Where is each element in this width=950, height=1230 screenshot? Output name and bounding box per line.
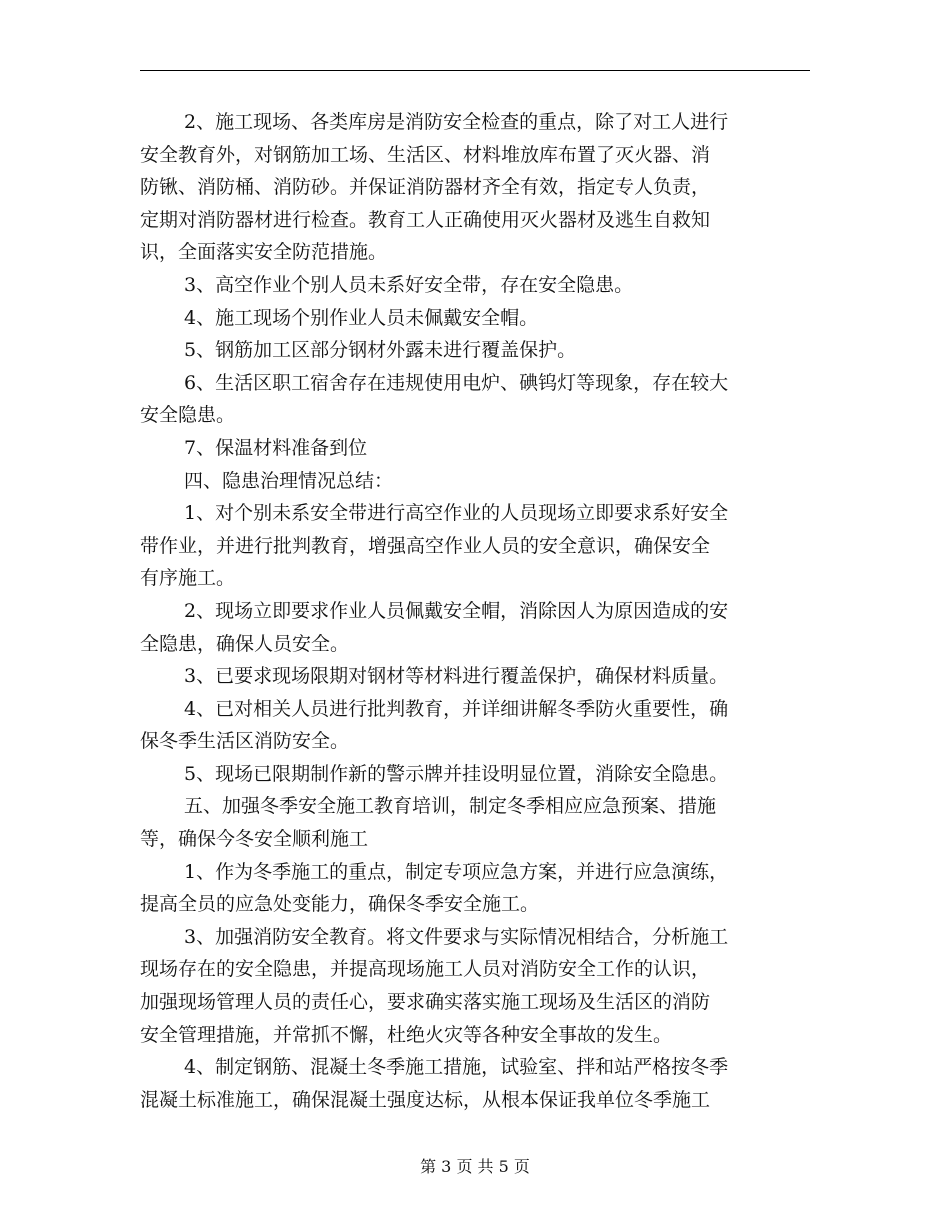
text-line: 5、钢筋加工区部分钢材外露未进行覆盖保护。 xyxy=(184,339,577,362)
text-line: 带作业，并进行批判教育，增强高空作业人员的安全意识，确保安全 xyxy=(140,534,711,557)
text-line: 加强现场管理人员的责任心，要求确实落实施工现场及生活区的消防 xyxy=(140,991,711,1014)
text-line: 现场存在的安全隐患，并提高现场施工人员对消防安全工作的认识， xyxy=(140,958,711,981)
text-line: 安全管理措施，并常抓不懈，杜绝火灾等各种安全事故的发生。 xyxy=(140,1023,673,1046)
text-line: 防锹、消防桶、消防砂。并保证消防器材齐全有效，指定专人负责， xyxy=(140,176,711,199)
header-rule xyxy=(140,70,810,71)
text-line: 五、加强冬季安全施工教育培训，制定冬季相应应急预案、措施 xyxy=(184,795,717,818)
page-footer: 第 3 页 共 5 页 xyxy=(420,1157,530,1176)
text-line: 2、施工现场、各类库房是消防安全检查的重点，除了对工人进行 xyxy=(184,111,729,133)
text-line: 安全隐患。 xyxy=(140,404,236,427)
text-line: 4、已对相关人员进行批判教育，并详细讲解冬季防火重要性，确 xyxy=(184,697,729,720)
text-line: 识，全面落实安全防范措施。 xyxy=(140,241,388,264)
text-line: 3、加强消防安全教育。将文件要求与实际情况相结合，分析施工 xyxy=(184,925,729,948)
text-line: 5、现场已限期制作新的警示牌并挂设明显位置，消除安全隐患。 xyxy=(184,762,729,785)
text-line: 等，确保今冬安全顺利施工 xyxy=(140,828,369,851)
text-line: 3、高空作业个别人员未系好安全带，存在安全隐患。 xyxy=(184,273,634,296)
text-line: 四、隐患治理情况总结： xyxy=(184,469,394,492)
text-line: 安全教育外，对钢筋加工场、生活区、材料堆放库布置了灭火器、消 xyxy=(140,143,711,166)
text-line: 全隐患，确保人员安全。 xyxy=(140,632,350,655)
text-line: 保冬季生活区消防安全。 xyxy=(140,730,350,753)
text-line: 4、施工现场个别作业人员未佩戴安全帽。 xyxy=(184,306,539,329)
text-line: 2、现场立即要求作业人员佩戴安全帽，消除因人为原因造成的安 xyxy=(184,599,729,622)
text-line: 有序施工。 xyxy=(140,567,236,590)
text-line: 提高全员的应急处变能力，确保冬季安全施工。 xyxy=(140,893,540,916)
text-line: 4、制定钢筋、混凝土冬季施工措施，试验室、拌和站严格按冬季 xyxy=(184,1056,729,1079)
text-line: 7、保温材料准备到位 xyxy=(184,436,368,459)
text-line: 1、对个别未系安全带进行高空作业的人员现场立即要求系好安全 xyxy=(184,502,729,525)
text-line: 3、已要求现场限期对钢材等材料进行覆盖保护，确保材料质量。 xyxy=(184,665,729,688)
text-line: 1、作为冬季施工的重点，制定专项应急方案，并进行应急演练， xyxy=(184,860,729,883)
text-line: 混凝土标准施工，确保混凝土强度达标，从根本保证我单位冬季施工 xyxy=(140,1088,711,1111)
text-line: 6、生活区职工宿舍存在违规使用电炉、碘钨灯等现象，存在较大 xyxy=(184,371,729,394)
text-line: 定期对消防器材进行检查。教育工人正确使用灭火器材及逃生自救知 xyxy=(140,208,711,231)
document-body xyxy=(140,106,810,1116)
